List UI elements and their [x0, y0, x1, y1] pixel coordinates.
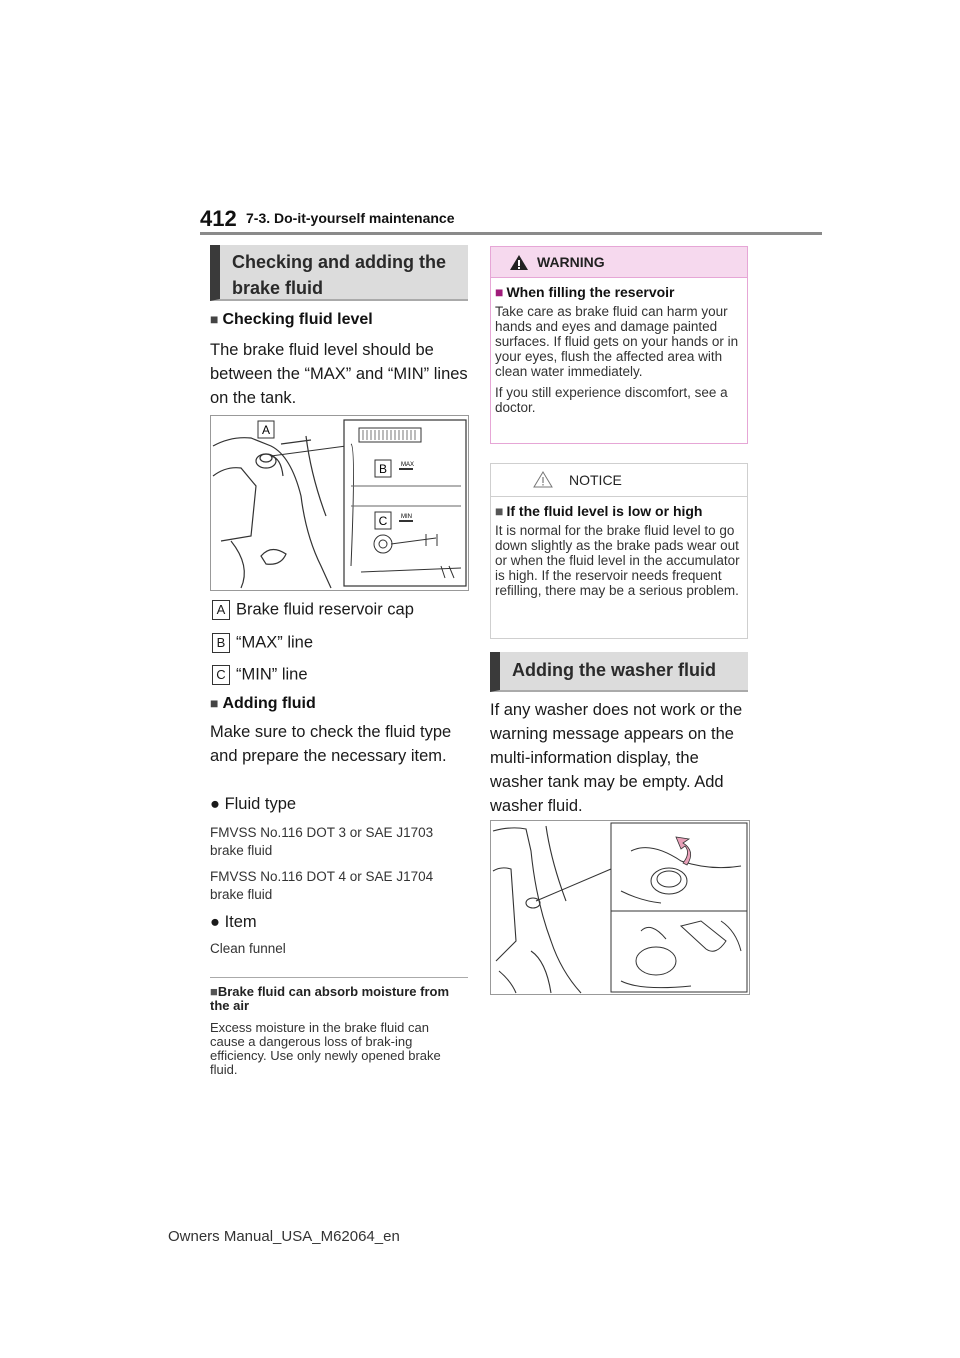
moisture-note-title: ■Brake fluid can absorb moisture from the air	[210, 984, 450, 1013]
min-line-label: MIN	[401, 514, 412, 520]
fluid-type-bullet: ● Fluid type	[210, 795, 297, 813]
brake-reservoir-illustration	[211, 416, 468, 590]
warning-subtitle: ■ When filling the reservoir	[495, 284, 675, 300]
checking-fluid-subheading: ■ Checking fluid level	[210, 311, 373, 328]
washer-fluid-text: If any washer does not work or the warning message appears on the multi-information display, the washer tank may be empty. Add washer fluid.	[490, 701, 743, 815]
square-bullet-icon: ■	[210, 984, 218, 999]
footer-text: Owners Manual_USA_M62064_en	[168, 1228, 400, 1245]
notice-text: It is normal for the brake fluid level to go down slightly as the brake pads wear out or when the fluid level in the accumulator is high. If the reservoir needs frequent refilling, there may be a serious problem.	[495, 523, 740, 598]
max-line-label: MAX	[401, 462, 415, 468]
legend-item-b: B “MAX” line	[212, 633, 313, 653]
adding-fluid-text: Make sure to check the fluid type and prepare the necessary item.	[210, 723, 452, 765]
legend-item-a: A Brake fluid reservoir cap	[212, 600, 414, 620]
notice-box	[490, 463, 748, 639]
legend-item-c: C “MIN” line	[212, 665, 308, 685]
washer-tank-illustration	[491, 821, 749, 994]
warning-box	[490, 246, 748, 444]
note-divider	[210, 977, 468, 978]
square-bullet-icon: ■	[210, 695, 219, 711]
moisture-note-text: Excess moisture in the brake fluid can cause a dangerous loss of brak-ing efficiency. Use only newly opened brake fluid.	[210, 1020, 441, 1077]
fluid-type-1: FMVSS No.116 DOT 3 or SAE J1703 brake fluid	[210, 825, 434, 858]
adding-fluid-subheading: ■ Adding fluid	[210, 695, 316, 712]
item-text: Clean funnel	[210, 941, 286, 956]
warning-header: WARNING	[491, 247, 747, 278]
square-bullet-icon: ■	[210, 311, 219, 327]
page-number: 412	[200, 206, 237, 231]
callout-a: A	[261, 423, 271, 437]
notice-header: NOTICE	[491, 464, 747, 497]
notice-triangle-icon	[533, 471, 553, 488]
fluid-type-2: FMVSS No.116 DOT 4 or SAE J1704 brake fluid	[210, 869, 434, 902]
square-bullet-icon: ■	[495, 284, 504, 300]
washer-tank-figure	[490, 820, 750, 995]
bullet-icon: ●	[210, 795, 225, 813]
checking-fluid-text: The brake fluid level should be between the “MAX” and “MIN” lines on the tank.	[210, 341, 468, 407]
notice-subtitle: ■ If the fluid level is low or high	[495, 503, 703, 519]
brake-fluid-heading: Checking and adding the brake fluid	[210, 245, 468, 301]
item-bullet: ● Item	[210, 913, 257, 931]
section-title: 7-3. Do-it-yourself maintenance	[246, 210, 455, 226]
brake-reservoir-figure	[210, 415, 469, 591]
square-bullet-icon: ■	[495, 503, 504, 519]
header-rule	[200, 232, 822, 235]
warning-triangle-icon	[509, 254, 529, 271]
callout-c: C	[378, 514, 388, 528]
warning-text-2: If you still experience discomfort, see a doctor.	[495, 385, 728, 415]
callout-b: B	[378, 462, 388, 476]
bullet-icon: ●	[210, 913, 225, 931]
washer-fluid-heading: Adding the washer fluid	[490, 652, 748, 692]
warning-text-1: Take care as brake fluid can harm your hands and eyes and damage painted surfaces. If fluid gets on your hands or in your eyes, flush the affected area with clean water immediately.	[495, 304, 739, 379]
